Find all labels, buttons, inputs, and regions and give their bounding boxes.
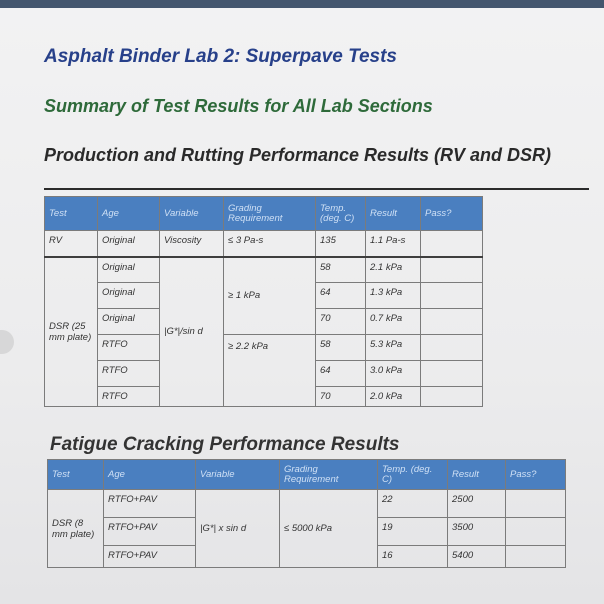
- cell-age: RTFO: [98, 387, 160, 407]
- table-header-row: [48, 460, 566, 490]
- cell-result: 3500: [448, 518, 506, 546]
- cell-age: Original: [98, 283, 160, 309]
- cell-variable-dsr: |G*|/sin d: [160, 257, 224, 407]
- header-result: Result: [448, 460, 506, 490]
- cell-pass: [421, 257, 483, 283]
- cell-result: 5.3 kPa: [366, 335, 421, 361]
- header-test: Test: [45, 197, 98, 231]
- cell-pass: [421, 231, 483, 257]
- cell-temp: 64: [316, 361, 366, 387]
- cell-result: 2.1 kPa: [366, 257, 421, 283]
- document-subtitle: Summary of Test Results for All Lab Sections: [44, 96, 433, 116]
- table-header-row: [45, 197, 483, 231]
- header-test: Test: [48, 460, 104, 490]
- cell-temp: 135: [316, 231, 366, 257]
- header-pass: Pass?: [506, 460, 566, 490]
- cell-age: Original: [98, 231, 160, 257]
- header-grading-requirement: Grading Requirement: [224, 197, 316, 231]
- cell-temp: 22: [378, 490, 448, 518]
- table-row: [45, 257, 483, 283]
- cell-age: Original: [98, 257, 160, 283]
- cell-pass: [421, 335, 483, 361]
- cell-result: 2.0 kPa: [366, 387, 421, 407]
- cell-result: 0.7 kPa: [366, 309, 421, 335]
- cell-temp: 70: [316, 387, 366, 407]
- header-grading-requirement: Grading Requirement: [280, 460, 378, 490]
- cell-result: 5400: [448, 546, 506, 568]
- cell-result: 1.3 kPa: [366, 283, 421, 309]
- header-temp: Temp. (deg. C): [316, 197, 366, 231]
- header-variable: Variable: [196, 460, 280, 490]
- cell-variable-dsr: |G*| x sin d: [196, 490, 280, 568]
- header-age: Age: [98, 197, 160, 231]
- document-title: Asphalt Binder Lab 2: Superpave Tests: [44, 46, 397, 67]
- cell-test: RV: [45, 231, 98, 257]
- rutting-results-table: [44, 196, 483, 407]
- cell-result: 1.1 Pa-s: [366, 231, 421, 257]
- cell-result: 3.0 kPa: [366, 361, 421, 387]
- cell-pass: [421, 387, 483, 407]
- cell-grading-requirement-original: ≥ 1 kPa: [224, 257, 316, 335]
- cell-pass: [421, 309, 483, 335]
- cell-age: Original: [98, 309, 160, 335]
- cell-variable: Viscosity: [160, 231, 224, 257]
- cell-pass: [421, 361, 483, 387]
- section1-heading: Production and Rutting Performance Results (RV and DSR): [44, 145, 552, 165]
- cell-temp: 64: [316, 283, 366, 309]
- cell-temp: 16: [378, 546, 448, 568]
- table-row-rv: [45, 231, 483, 257]
- cell-temp: 58: [316, 335, 366, 361]
- cell-grading-requirement: ≤ 5000 kPa: [280, 490, 378, 568]
- fatigue-results-table: [47, 459, 566, 568]
- cell-age: RTFO+PAV: [104, 518, 196, 546]
- cell-age: RTFO: [98, 335, 160, 361]
- cell-age: RTFO: [98, 361, 160, 387]
- cell-temp: 70: [316, 309, 366, 335]
- table-row: [45, 335, 483, 361]
- header-variable: Variable: [160, 197, 224, 231]
- header-result: Result: [366, 197, 421, 231]
- cell-age: RTFO+PAV: [104, 546, 196, 568]
- cell-temp: 19: [378, 518, 448, 546]
- header-age: Age: [104, 460, 196, 490]
- cell-pass: [506, 546, 566, 568]
- cell-pass: [421, 283, 483, 309]
- cell-age: RTFO+PAV: [104, 490, 196, 518]
- table-row: [48, 490, 566, 518]
- header-pass: Pass?: [421, 197, 483, 231]
- cell-pass: [506, 490, 566, 518]
- monitor-top-bar: [0, 0, 604, 8]
- cell-result: 2500: [448, 490, 506, 518]
- cell-test-dsr: DSR (8 mm plate): [48, 490, 104, 568]
- cell-temp: 58: [316, 257, 366, 283]
- section2-heading: Fatigue Cracking Performance Results: [50, 434, 400, 455]
- header-temp: Temp. (deg. C): [378, 460, 448, 490]
- section1-underline: [44, 188, 589, 190]
- cell-test-dsr: DSR (25 mm plate): [45, 257, 98, 407]
- cell-pass: [506, 518, 566, 546]
- cell-grading-requirement-rtfo: ≥ 2.2 kPa: [224, 335, 316, 407]
- cell-grading-requirement: ≤ 3 Pa-s: [224, 231, 316, 257]
